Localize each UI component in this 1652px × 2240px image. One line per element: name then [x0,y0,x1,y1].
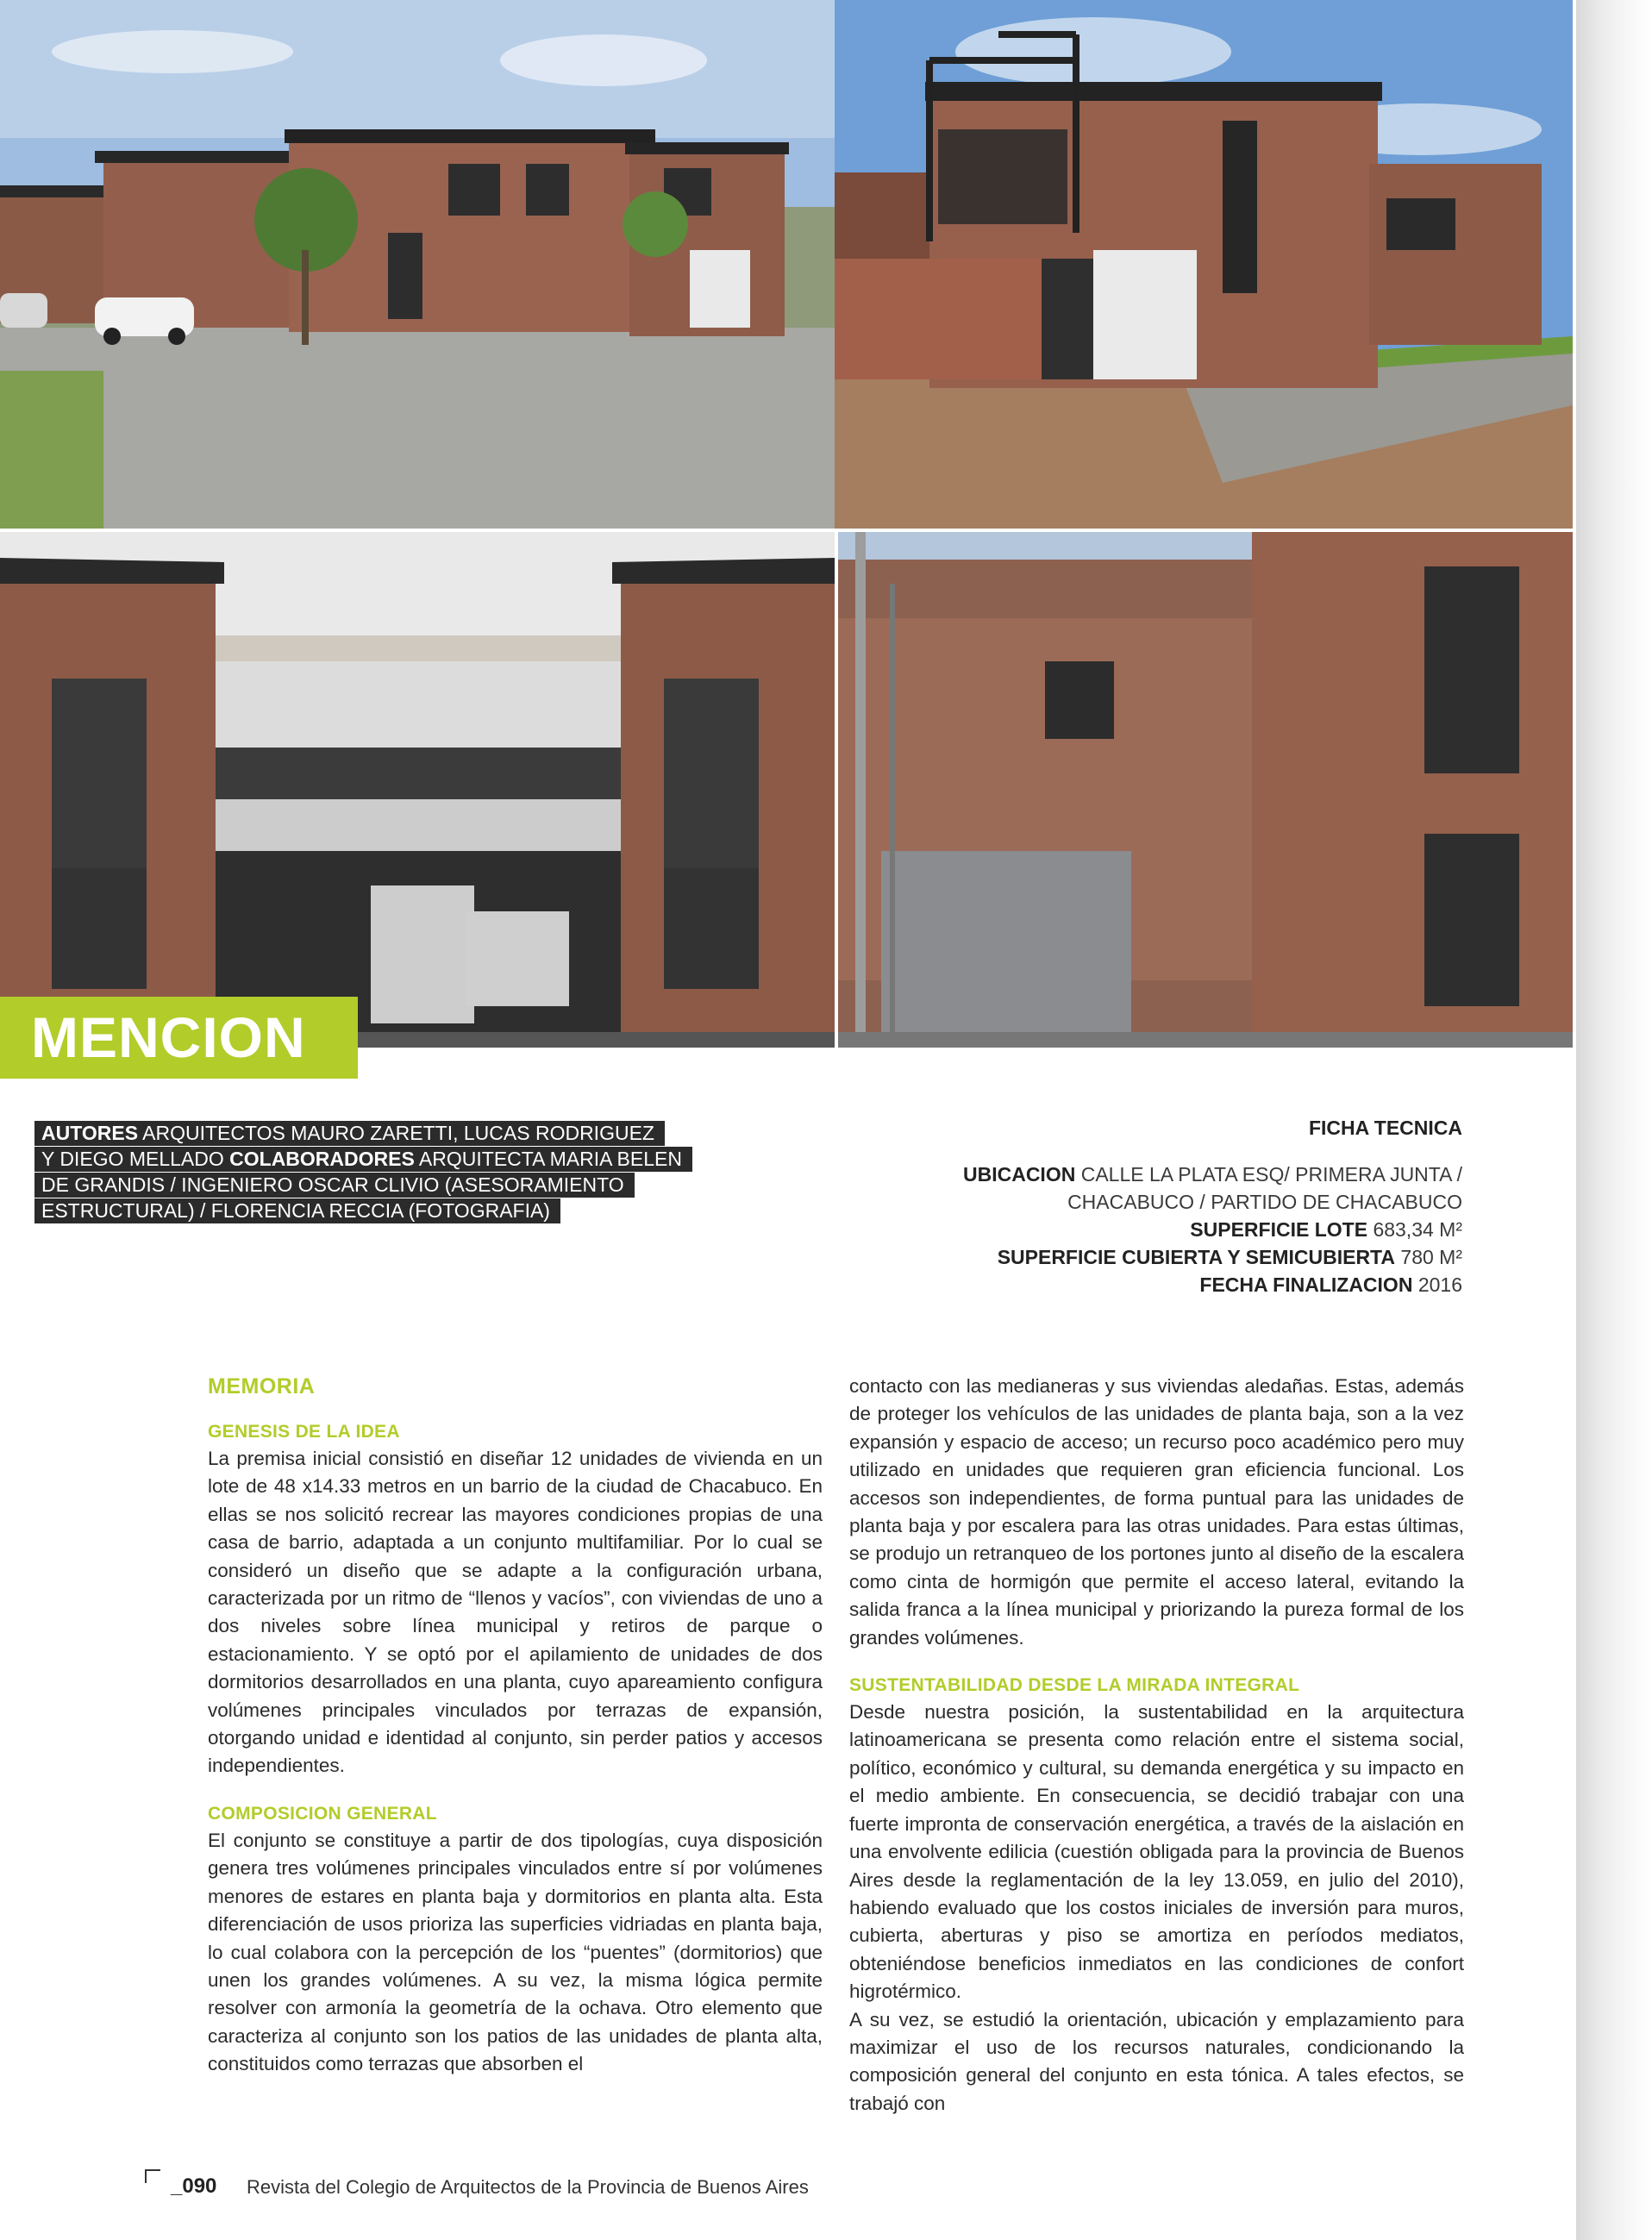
photo-front-facade-image [0,532,835,1048]
cubierta-label: SUPERFICIE CUBIERTA Y SEMICUBIERTA [997,1246,1396,1268]
award-badge: MENCION [0,997,358,1079]
credit-names: ESTRUCTURAL) / FLORENCIA RECCIA (FOTOGRAFIA) [41,1199,550,1222]
paragraph-genesis: La premisa inicial consistió en diseñar 12 unidades de vivienda en un lote de 48 x14.33 metros en un barrio de la ciudad de Chacabuco. En ellas se nos solicitó recrear las mayores condiciones propias de una casa de barrio, adaptada a un conjunto multifamiliar. Por lo cual se consideró un diseño que se adapte a la configuración urbana, caracterizada por un ritmo de “llenos y vacíos”, con viviendas de uno a dos niveles sobre línea municipal y retiros de parque o estacionamiento. Y se optó por el apilamiento de unidades de dos dormitorios desarrollados en una planta, cuyo apareamiento configura volúmenes principales vinculados por terrazas de expansión, otorgando unidad e identidad al conjunto, sin perder patios y accesos independientes. [208,1448,823,1777]
photo-side-elevation-image [838,532,1573,1048]
lote-value: 683,34 M² [1373,1218,1462,1241]
cubierta-value: 780 M² [1400,1246,1462,1268]
lote-row [859,1216,1462,1243]
cubierta-row [859,1243,1462,1271]
credits-block [34,1121,690,1224]
page-footer [145,2169,921,2204]
paragraph-composicion: El conjunto se constituye a partir de dos tipologías, cuya disposición genera tres volúmenes principales vinculados entre sí por volúmenes menores de estares en planta baja y dormitorios en planta alta. Esta diferenciación de usos prioriza las superficies vidriadas en planta baja, lo cual colabora con la percepción de los “puentes” (dormitorios) que unen los grandes volúmenes. A su vez, la misma lógica permite resolver con armonía la geometría de la ochava. Otro elemento que caracteriza al conjunto son los patios de las unidades de planta alta, constituidos como terrazas que absorben el [208,1829,823,2075]
fecha-label: FECHA FINALIZACION [1199,1273,1413,1296]
ficha-title: FICHA TECNICA [1308,1117,1462,1139]
paragraph-continuation: contacto con las medianeras y sus viviendas aledañas. Estas, además de proteger los vehículos de las unidades de planta baja, son a la vez expansión y espacio de acceso; un recurso poco académico pero muy utilizado en unidades que requieren gran eficiencia funcional. Los accesos son independientes, de forma puntual para las unidades de planta baja y por escalera para las otras unidades. Para estas últimas, se produjo un retranqueo de los portones junto al diseño de la escalera como cinta de hormigón que permite el acceso lateral, evitando la salida franca a la línea municipal y priorizando la pureza formal de los grandes volúmenes. [849,1375,1464,1649]
credit-line [34,1121,665,1146]
paragraph-sustentabilidad-1: Desde nuestra posición, la sustentabilidad en la arquitectura latinoamericana se presenta como relación entre el sistema social, político, económico y cultural, su demanda energética y su impacto en el medio ambiente. En consecuencia, se decidió trabajar con una fuerte impronta de conservación energética, a través de la aislación en una envolvente edilicia (cuestión obligada para la provincia de Buenos Aires desde la reglamentación de la ley 13.059, en julio del 2010), habiendo evaluado que los costos iniciales de inversión para muros, cubierta, aberturas y piso se amortiza en períodos mediatos, obteniéndose beneficios inmediatos en las condiciones de confort higrotérmico. [849,1701,1464,2003]
credit-line [34,1173,635,1198]
section-title-sustentabilidad: SUSTENTABILIDAD DESDE LA MIRADA INTEGRAL [849,1675,1300,1696]
credit-names: ARQUITECTA MARIA BELEN [414,1148,682,1170]
photo-metal-frame [835,0,1573,529]
credit-role: COLABORADORES [229,1148,415,1170]
credit-names: ARQUITECTOS MAURO ZARETTI, LUCAS RODRIGUEZ [138,1122,654,1144]
credit-row [34,1198,690,1224]
ubicacion-label: UBICACION [962,1163,1076,1186]
ubicacion-value-1: CALLE LA PLATA ESQ/ PRIMERA JUNTA / [1080,1163,1462,1186]
credit-row [34,1121,690,1147]
photo-street-corner [0,0,835,529]
credit-line [34,1147,692,1172]
photo-street-corner-image [0,0,835,529]
column-left [208,1373,823,2099]
fecha-row [859,1271,1462,1298]
photo-side-elevation [838,532,1573,1048]
publication-name: Revista del Colegio de Arquitectos de la Provincia de Buenos Aires [247,2176,809,2198]
credit-row [34,1147,690,1173]
ficha-tecnica [859,1114,1462,1298]
photo-metal-frame-image [835,0,1573,529]
ubicacion-value-2: CHACABUCO / PARTIDO DE CHACABUCO [1067,1191,1462,1213]
section-title-composicion: COMPOSICION GENERAL [208,1803,437,1824]
column-right [849,1373,1464,2138]
credit-names: Y DIEGO MELLADO [41,1148,230,1170]
photo-front-facade [0,532,835,1048]
lote-label: SUPERFICIE LOTE [1190,1218,1368,1241]
section-title-genesis: GENESIS DE LA IDEA [208,1422,400,1442]
page-number: _090 [171,2174,217,2198]
page-edge-shadow [1576,0,1652,2240]
ubicacion-row [859,1161,1462,1188]
credit-row [34,1173,690,1198]
corner-mark [145,2169,160,2183]
fecha-value: 2016 [1417,1273,1462,1296]
paragraph-sustentabilidad-2: A su vez, se estudió la orientación, ubicación y emplazamiento para maximizar el uso de los recursos naturales, condicionando la composición general del conjunto en esta tónica. A tales efectos, se trabajó con [849,2008,1464,2114]
credit-role: AUTORES [41,1122,139,1144]
credit-line [34,1198,560,1223]
credit-names: DE GRANDIS / INGENIERO OSCAR CLIVIO (ASESORAMIENTO [41,1173,624,1196]
memoria-title: MEMORIA [208,1374,316,1398]
ubicacion-row-2 [859,1188,1462,1216]
